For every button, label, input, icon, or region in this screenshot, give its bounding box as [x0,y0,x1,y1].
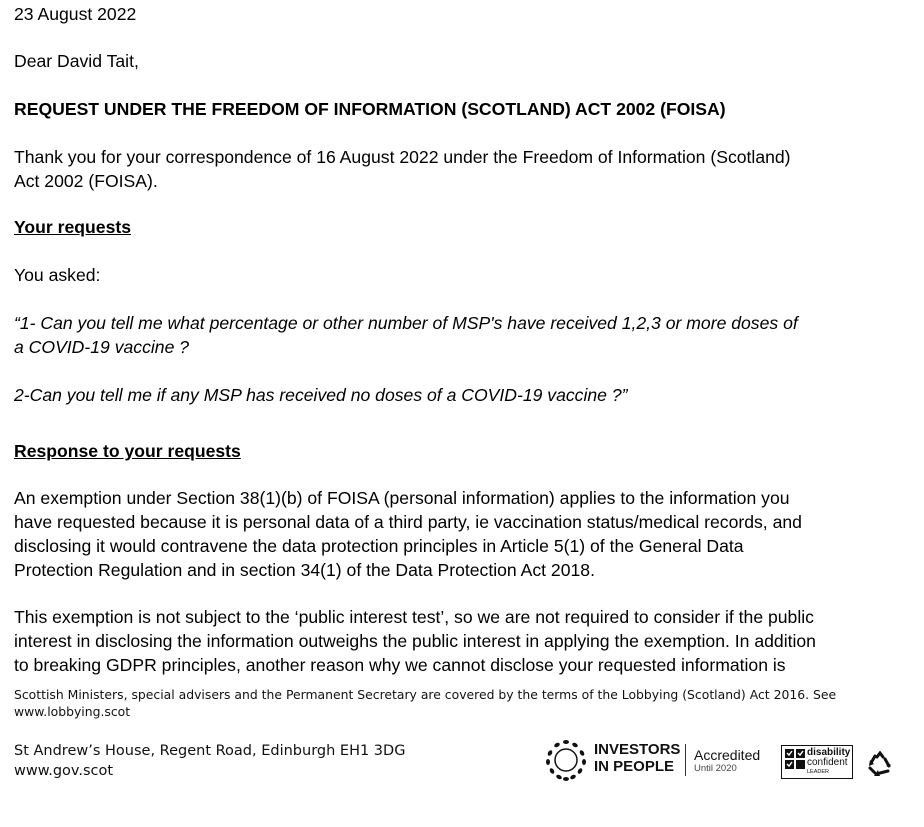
question-2: 2-Can you tell me if any MSP has received no doses of a COVID-19 vaccine ?” [14,385,628,405]
response-p2-line: to breaking GDPR principles, another reason why we cannot disclose your requested information is [14,655,786,675]
letter-heading: REQUEST UNDER THE FREEDOM OF INFORMATION (SCOTLAND) ACT 2002 (FOISA) [14,99,726,119]
lobbying-notice [14,686,836,720]
response-heading: Response to your requests [14,441,241,461]
address-line: St Andrew’s House, Regent Road, Edinburgh EH1 3DG [14,743,406,759]
iip-line-2: IN PEOPLE [594,758,675,775]
response-p2-line: This exemption is not subject to the ‘public interest test’, so we are not required to consider if the public [14,607,814,627]
lobbying-link[interactable]: www.lobbying.scot [14,704,131,719]
intro-line-1: Thank you for your correspondence of 16 August 2022 under the Freedom of Information (Scotland) [14,147,791,167]
iip-accredited: Accredited [694,747,761,763]
response-p1-line: disclosing it would contravene the data protection principles in Article 5(1) of the General Data [14,536,744,556]
lobbying-line-1: Scottish Ministers, special advisers and the Permanent Secretary are covered by the terms of the Lobbying (Scotland) Act 2016. See [14,687,837,702]
iip-name [594,741,680,775]
iip-wreath-icon [544,738,588,782]
response-p1-line: Protection Regulation and in section 34(1) of the Data Protection Act 2018. [14,560,595,580]
footer-address [14,741,405,781]
website-link[interactable]: www.gov.scot [14,763,114,779]
dc-tick-icon [785,749,805,769]
dc-line-1: disability [807,747,851,758]
letter-date: 23 August 2022 [14,4,137,24]
disability-confident-logo [781,745,853,779]
logo-divider [685,744,686,776]
iip-line-1: INVESTORS [594,741,681,758]
investors-in-people-logo [544,738,774,782]
question-1-line-2: a COVID-19 vaccine ? [14,337,190,357]
dc-line-2: confident [807,757,848,768]
response-p1-line: have requested because it is personal data of a third party, ie vaccination status/medical records, and [14,512,802,532]
requests-heading: Your requests [14,217,131,237]
recycle-icon [866,751,894,779]
dc-leader: LEADER [807,769,830,775]
intro-line-2: Act 2002 (FOISA). [14,171,158,191]
response-p2-line: interest in disclosing the information outweighs the public interest in applying the exemption. In addition [14,631,816,651]
you-asked: You asked: [14,265,101,285]
iip-until: Until 2020 [694,763,737,774]
salutation: Dear David Tait, [14,51,139,71]
response-p1-line: An exemption under Section 38(1)(b) of FOISA (personal information) applies to the information you [14,488,790,508]
question-1-line-1: “1- Can you tell me what percentage or other number of MSP's have received 1,2,3 or more doses of [14,313,798,333]
